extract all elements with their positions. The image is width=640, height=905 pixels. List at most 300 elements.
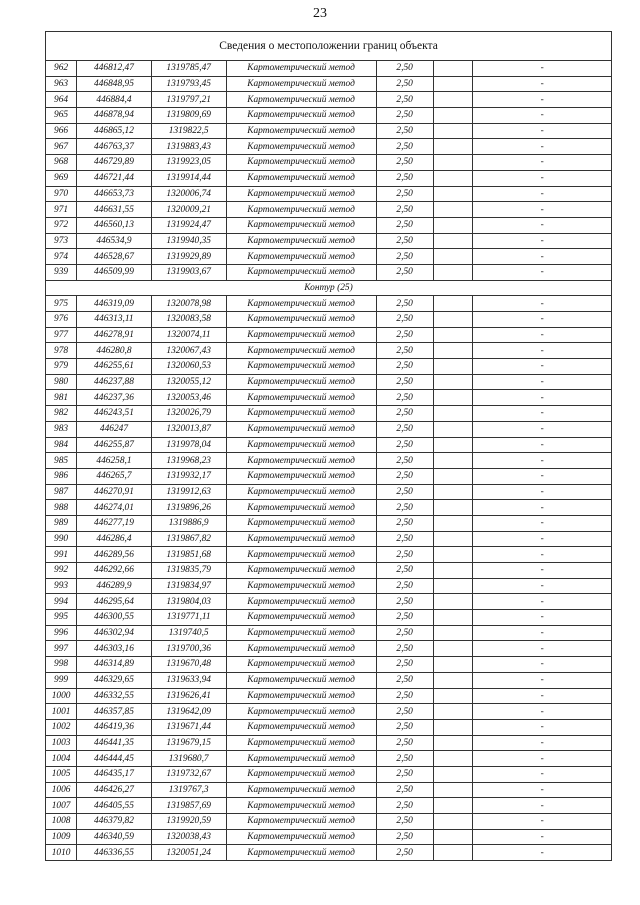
cell-method: Картометрический метод [226, 421, 376, 437]
cell-method: Картометрический метод [226, 688, 376, 704]
cell-coord-x: 446329,65 [77, 672, 152, 688]
cell-blank [433, 202, 473, 218]
cell-coord-x: 446884,4 [77, 92, 152, 108]
cell-point-number: 979 [46, 359, 77, 375]
cell-description: - [473, 217, 612, 233]
cell-method: Картометрический метод [226, 515, 376, 531]
cell-point-number: 969 [46, 170, 77, 186]
cell-method: Картометрический метод [226, 578, 376, 594]
cell-coord-x: 446237,88 [77, 374, 152, 390]
cell-point-number: 962 [46, 61, 77, 77]
cell-blank [433, 641, 473, 657]
cell-coord-x: 446534,9 [77, 233, 152, 249]
table-row [46, 735, 612, 751]
table-row [46, 515, 612, 531]
cell-description: - [473, 798, 612, 814]
cell-coord-x: 446243,51 [77, 406, 152, 422]
cell-coord-y: 1320009,21 [151, 202, 226, 218]
cell-point-number: 986 [46, 468, 77, 484]
cell-coord-x: 446300,55 [77, 610, 152, 626]
cell-coord-y: 1320078,98 [151, 296, 226, 312]
cell-method: Картометрический метод [226, 217, 376, 233]
table-row [46, 688, 612, 704]
cell-point-number: 966 [46, 123, 77, 139]
cell-coord-x: 446340,59 [77, 829, 152, 845]
cell-coord-y: 1319903,67 [151, 264, 226, 280]
cell-method: Картометрический метод [226, 123, 376, 139]
cell-blank [433, 547, 473, 563]
cell-coord-x: 446729,89 [77, 155, 152, 171]
cell-coord-x: 446277,19 [77, 515, 152, 531]
cell-description: - [473, 547, 612, 563]
cell-description: - [473, 139, 612, 155]
cell-description: - [473, 719, 612, 735]
cell-coord-y: 1319670,48 [151, 657, 226, 673]
cell-description: - [473, 657, 612, 673]
cell-accuracy: 2,50 [376, 468, 433, 484]
cell-description: - [473, 468, 612, 484]
table-row [46, 531, 612, 547]
cell-coord-x: 446314,89 [77, 657, 152, 673]
table-row [46, 766, 612, 782]
cell-coord-y: 1319793,45 [151, 76, 226, 92]
cell-blank [433, 296, 473, 312]
cell-coord-y: 1319978,04 [151, 437, 226, 453]
cell-coord-x: 446848,95 [77, 76, 152, 92]
cell-accuracy: 2,50 [376, 704, 433, 720]
cell-coord-y: 1319797,21 [151, 92, 226, 108]
cell-coord-x: 446653,73 [77, 186, 152, 202]
cell-description: - [473, 186, 612, 202]
cell-point-number: 1005 [46, 766, 77, 782]
cell-blank [433, 735, 473, 751]
cell-method: Картометрический метод [226, 406, 376, 422]
cell-point-number: 985 [46, 453, 77, 469]
cell-point-number: 971 [46, 202, 77, 218]
cell-accuracy: 2,50 [376, 814, 433, 830]
cell-point-number: 994 [46, 594, 77, 610]
table-row [46, 641, 612, 657]
cell-blank [433, 139, 473, 155]
cell-coord-x: 446509,99 [77, 264, 152, 280]
cell-coord-x: 446763,37 [77, 139, 152, 155]
cell-coord-y: 1319920,59 [151, 814, 226, 830]
cell-accuracy: 2,50 [376, 108, 433, 124]
cell-point-number: 967 [46, 139, 77, 155]
cell-accuracy: 2,50 [376, 563, 433, 579]
cell-coord-x: 446289,9 [77, 578, 152, 594]
cell-coord-y: 1319924,47 [151, 217, 226, 233]
cell-description: - [473, 531, 612, 547]
cell-point-number: 970 [46, 186, 77, 202]
cell-description: - [473, 782, 612, 798]
cell-coord-y: 1319896,26 [151, 500, 226, 516]
cell-coord-y: 1319809,69 [151, 108, 226, 124]
cell-blank [433, 672, 473, 688]
cell-blank [433, 312, 473, 328]
cell-coord-y: 1319929,89 [151, 249, 226, 265]
cell-accuracy: 2,50 [376, 735, 433, 751]
cell-description: - [473, 814, 612, 830]
cell-coord-x: 446441,35 [77, 735, 152, 751]
page-number: 23 [313, 6, 327, 21]
cell-coord-y: 1320006,74 [151, 186, 226, 202]
cell-description: - [473, 845, 612, 861]
cell-accuracy: 2,50 [376, 672, 433, 688]
cell-point-number: 1000 [46, 688, 77, 704]
table-row [46, 672, 612, 688]
cell-accuracy: 2,50 [376, 296, 433, 312]
cell-coord-x: 446357,85 [77, 704, 152, 720]
table-row [46, 547, 612, 563]
cell-coord-y: 1319767,3 [151, 782, 226, 798]
cell-coord-x: 446258,1 [77, 453, 152, 469]
cell-description: - [473, 484, 612, 500]
cell-blank [433, 76, 473, 92]
cell-coord-x: 446332,55 [77, 688, 152, 704]
table-header-row [46, 32, 612, 61]
cell-method: Картометрический метод [226, 547, 376, 563]
cell-coord-x: 446319,09 [77, 296, 152, 312]
cell-blank [433, 343, 473, 359]
cell-coord-y: 1319912,63 [151, 484, 226, 500]
cell-point-number: 1001 [46, 704, 77, 720]
cell-coord-y: 1320038,43 [151, 829, 226, 845]
table-row [46, 578, 612, 594]
cell-coord-y: 1319679,15 [151, 735, 226, 751]
cell-accuracy: 2,50 [376, 845, 433, 861]
cell-point-number: 998 [46, 657, 77, 673]
cell-coord-y: 1319700,36 [151, 641, 226, 657]
cell-coord-y: 1319732,67 [151, 766, 226, 782]
cell-method: Картометрический метод [226, 233, 376, 249]
cell-point-number: 975 [46, 296, 77, 312]
cell-coord-y: 1319804,03 [151, 594, 226, 610]
cell-coord-x: 446270,91 [77, 484, 152, 500]
cell-coord-y: 1320055,12 [151, 374, 226, 390]
cell-accuracy: 2,50 [376, 406, 433, 422]
cell-blank [433, 594, 473, 610]
cell-blank [433, 751, 473, 767]
cell-method: Картометрический метод [226, 264, 376, 280]
table-row [46, 751, 612, 767]
cell-blank [433, 468, 473, 484]
section-row [46, 280, 612, 296]
cell-method: Картометрический метод [226, 296, 376, 312]
table-row [46, 406, 612, 422]
cell-method: Картометрический метод [226, 625, 376, 641]
cell-description: - [473, 202, 612, 218]
table-row [46, 327, 612, 343]
table-row [46, 625, 612, 641]
cell-description: - [473, 421, 612, 437]
cell-point-number: 989 [46, 515, 77, 531]
table-row [46, 798, 612, 814]
cell-accuracy: 2,50 [376, 766, 433, 782]
cell-method: Картометрический метод [226, 155, 376, 171]
cell-accuracy: 2,50 [376, 186, 433, 202]
cell-method: Картометрический метод [226, 610, 376, 626]
cell-blank [433, 798, 473, 814]
cell-blank [433, 625, 473, 641]
cell-coord-y: 1319642,09 [151, 704, 226, 720]
cell-blank [433, 704, 473, 720]
cell-method: Картометрический метод [226, 374, 376, 390]
cell-point-number: 1009 [46, 829, 77, 845]
cell-description: - [473, 563, 612, 579]
cell-description: - [473, 406, 612, 422]
table-row [46, 186, 612, 202]
cell-blank [433, 563, 473, 579]
cell-method: Картометрический метод [226, 814, 376, 830]
cell-accuracy: 2,50 [376, 202, 433, 218]
cell-description: - [473, 170, 612, 186]
cell-coord-x: 446278,91 [77, 327, 152, 343]
cell-description: - [473, 578, 612, 594]
cell-coord-y: 1320060,53 [151, 359, 226, 375]
cell-method: Картометрический метод [226, 798, 376, 814]
cell-accuracy: 2,50 [376, 484, 433, 500]
cell-blank [433, 453, 473, 469]
table-row [46, 155, 612, 171]
cell-description: - [473, 155, 612, 171]
cell-coord-y: 1319867,82 [151, 531, 226, 547]
cell-blank [433, 766, 473, 782]
cell-blank [433, 217, 473, 233]
cell-coord-x: 446265,7 [77, 468, 152, 484]
cell-accuracy: 2,50 [376, 312, 433, 328]
cell-accuracy: 2,50 [376, 76, 433, 92]
cell-blank [433, 531, 473, 547]
section-label: Контур (25) [46, 280, 612, 296]
table-row [46, 563, 612, 579]
cell-coord-y: 1320083,58 [151, 312, 226, 328]
cell-blank [433, 92, 473, 108]
cell-coord-y: 1319822,5 [151, 123, 226, 139]
cell-method: Картометрический метод [226, 782, 376, 798]
cell-accuracy: 2,50 [376, 782, 433, 798]
cell-accuracy: 2,50 [376, 641, 433, 657]
cell-coord-y: 1319785,47 [151, 61, 226, 77]
cell-coord-y: 1319914,44 [151, 170, 226, 186]
cell-method: Картометрический метод [226, 92, 376, 108]
cell-coord-y: 1319835,79 [151, 563, 226, 579]
cell-accuracy: 2,50 [376, 578, 433, 594]
cell-accuracy: 2,50 [376, 249, 433, 265]
cell-blank [433, 249, 473, 265]
cell-point-number: 997 [46, 641, 77, 657]
cell-method: Картометрический метод [226, 453, 376, 469]
table-row [46, 312, 612, 328]
cell-point-number: 987 [46, 484, 77, 500]
cell-method: Картометрический метод [226, 594, 376, 610]
cell-coord-x: 446560,13 [77, 217, 152, 233]
cell-blank [433, 123, 473, 139]
cell-accuracy: 2,50 [376, 264, 433, 280]
cell-description: - [473, 92, 612, 108]
cell-method: Картометрический метод [226, 672, 376, 688]
cell-description: - [473, 751, 612, 767]
cell-point-number: 976 [46, 312, 77, 328]
cell-point-number: 999 [46, 672, 77, 688]
table-row [46, 76, 612, 92]
cell-blank [433, 421, 473, 437]
table-row [46, 139, 612, 155]
cell-accuracy: 2,50 [376, 751, 433, 767]
cell-description: - [473, 359, 612, 375]
cell-coord-x: 446812,47 [77, 61, 152, 77]
cell-method: Картометрический метод [226, 139, 376, 155]
cell-description: - [473, 312, 612, 328]
cell-blank [433, 264, 473, 280]
table-row [46, 390, 612, 406]
cell-coord-x: 446302,94 [77, 625, 152, 641]
cell-description: - [473, 594, 612, 610]
cell-method: Картометрический метод [226, 76, 376, 92]
cell-accuracy: 2,50 [376, 625, 433, 641]
cell-point-number: 1003 [46, 735, 77, 751]
cell-description: - [473, 829, 612, 845]
cell-blank [433, 170, 473, 186]
cell-point-number: 993 [46, 578, 77, 594]
table-row [46, 264, 612, 280]
table-row [46, 421, 612, 437]
cell-method: Картометрический метод [226, 170, 376, 186]
cell-coord-x: 446426,27 [77, 782, 152, 798]
cell-description: - [473, 296, 612, 312]
cell-coord-x: 446255,87 [77, 437, 152, 453]
cell-method: Картометрический метод [226, 751, 376, 767]
table-row [46, 782, 612, 798]
cell-coord-x: 446255,61 [77, 359, 152, 375]
cell-point-number: 988 [46, 500, 77, 516]
table-row [46, 610, 612, 626]
cell-accuracy: 2,50 [376, 421, 433, 437]
table-row [46, 829, 612, 845]
cell-point-number: 1007 [46, 798, 77, 814]
table-row [46, 343, 612, 359]
cell-coord-y: 1319633,94 [151, 672, 226, 688]
cell-blank [433, 719, 473, 735]
cell-description: - [473, 515, 612, 531]
cell-method: Картометрический метод [226, 312, 376, 328]
cell-coord-y: 1319940,35 [151, 233, 226, 249]
cell-point-number: 968 [46, 155, 77, 171]
cell-coord-y: 1319834,97 [151, 578, 226, 594]
cell-accuracy: 2,50 [376, 798, 433, 814]
cell-coord-y: 1319771,11 [151, 610, 226, 626]
cell-point-number: 973 [46, 233, 77, 249]
cell-method: Картометрический метод [226, 829, 376, 845]
cell-coord-x: 446274,01 [77, 500, 152, 516]
cell-coord-x: 446237,36 [77, 390, 152, 406]
cell-coord-x: 446336,55 [77, 845, 152, 861]
cell-accuracy: 2,50 [376, 437, 433, 453]
cell-accuracy: 2,50 [376, 374, 433, 390]
cell-point-number: 965 [46, 108, 77, 124]
cell-method: Картометрический метод [226, 437, 376, 453]
table-row [46, 359, 612, 375]
cell-method: Картометрический метод [226, 845, 376, 861]
cell-point-number: 982 [46, 406, 77, 422]
cell-accuracy: 2,50 [376, 61, 433, 77]
cell-point-number: 972 [46, 217, 77, 233]
cell-method: Картометрический метод [226, 500, 376, 516]
table-row [46, 437, 612, 453]
cell-point-number: 1004 [46, 751, 77, 767]
cell-point-number: 983 [46, 421, 77, 437]
cell-description: - [473, 343, 612, 359]
table-row [46, 719, 612, 735]
cell-method: Картометрический метод [226, 359, 376, 375]
cell-coord-x: 446435,17 [77, 766, 152, 782]
cell-blank [433, 515, 473, 531]
cell-method: Картометрический метод [226, 390, 376, 406]
cell-method: Картометрический метод [226, 468, 376, 484]
cell-method: Картометрический метод [226, 108, 376, 124]
cell-accuracy: 2,50 [376, 547, 433, 563]
cell-accuracy: 2,50 [376, 92, 433, 108]
cell-description: - [473, 610, 612, 626]
cell-coord-x: 446631,55 [77, 202, 152, 218]
cell-point-number: 980 [46, 374, 77, 390]
cell-blank [433, 782, 473, 798]
table-row [46, 217, 612, 233]
cell-accuracy: 2,50 [376, 500, 433, 516]
cell-coord-x: 446303,16 [77, 641, 152, 657]
cell-blank [433, 437, 473, 453]
cell-coord-x: 446865,12 [77, 123, 152, 139]
cell-blank [433, 406, 473, 422]
cell-description: - [473, 61, 612, 77]
cell-point-number: 992 [46, 563, 77, 579]
cell-coord-y: 1319851,68 [151, 547, 226, 563]
cell-accuracy: 2,50 [376, 531, 433, 547]
cell-accuracy: 2,50 [376, 155, 433, 171]
cell-method: Картометрический метод [226, 641, 376, 657]
cell-blank [433, 327, 473, 343]
table-row [46, 92, 612, 108]
cell-method: Картометрический метод [226, 249, 376, 265]
cell-coord-y: 1319671,44 [151, 719, 226, 735]
cell-point-number: 990 [46, 531, 77, 547]
cell-blank [433, 814, 473, 830]
cell-point-number: 963 [46, 76, 77, 92]
cell-coord-x: 446247 [77, 421, 152, 437]
cell-description: - [473, 233, 612, 249]
cell-coord-y: 1320051,24 [151, 845, 226, 861]
cell-accuracy: 2,50 [376, 123, 433, 139]
cell-coord-x: 446286,4 [77, 531, 152, 547]
cell-point-number: 995 [46, 610, 77, 626]
cell-point-number: 939 [46, 264, 77, 280]
cell-coord-y: 1319883,43 [151, 139, 226, 155]
cell-point-number: 996 [46, 625, 77, 641]
cell-point-number: 978 [46, 343, 77, 359]
cell-description: - [473, 500, 612, 516]
table-row [46, 202, 612, 218]
cell-blank [433, 610, 473, 626]
cell-method: Картометрический метод [226, 61, 376, 77]
cell-accuracy: 2,50 [376, 170, 433, 186]
cell-description: - [473, 437, 612, 453]
cell-accuracy: 2,50 [376, 515, 433, 531]
table-row [46, 61, 612, 77]
table-title: Сведения о местоположении границ объекта [46, 32, 612, 61]
cell-blank [433, 578, 473, 594]
cell-description: - [473, 264, 612, 280]
cell-coord-y: 1319968,23 [151, 453, 226, 469]
